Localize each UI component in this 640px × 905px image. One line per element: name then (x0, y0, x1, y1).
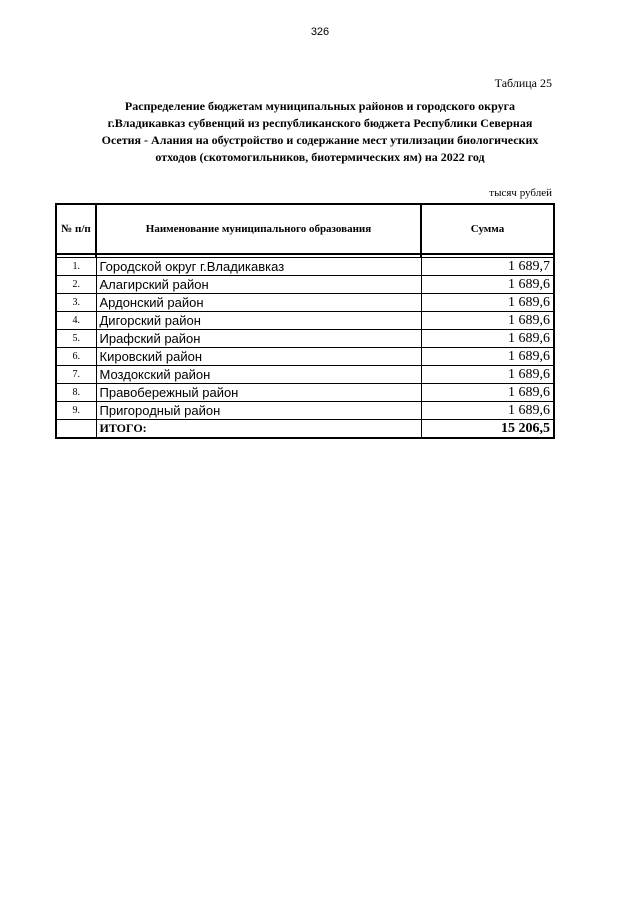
amount: 1 689,6 (421, 348, 554, 366)
amount: 1 689,6 (421, 294, 554, 312)
municipality-name: Моздокский район (96, 366, 421, 384)
total-label: ИТОГО: (96, 420, 421, 439)
table-caption: Таблица 25 (494, 76, 552, 90)
row-number: 4. (56, 312, 96, 330)
column-header-num: № п/п (56, 204, 96, 254)
municipality-name: Кировский район (96, 348, 421, 366)
municipality-name: Ирафский район (96, 330, 421, 348)
title-line: г.Владикавказ субвенций из республиканского бюджета Республики Северная (107, 116, 533, 130)
table-row (56, 402, 554, 420)
table-row (56, 294, 554, 312)
table-row (56, 258, 554, 276)
column-header-name: Наименование муниципального образования (96, 204, 421, 254)
municipality-name: Правобережный район (96, 384, 421, 402)
table-header-row (56, 204, 554, 254)
table-row (56, 312, 554, 330)
row-number: 6. (56, 348, 96, 366)
municipality-name: Городской округ г.Владикавказ (96, 258, 421, 276)
municipality-name: Дигорский район (96, 312, 421, 330)
amount: 1 689,7 (421, 258, 554, 276)
municipality-name: Алагирский район (96, 276, 421, 294)
row-number: 1. (56, 258, 96, 276)
amount: 1 689,6 (421, 330, 554, 348)
row-number: 2. (56, 276, 96, 294)
total-row-number (56, 420, 96, 439)
amount: 1 689,6 (421, 312, 554, 330)
title-line: отходов (скотомогильников, биотермических ям) на 2022 год (155, 150, 485, 164)
budget-table (55, 203, 555, 439)
total-row (56, 420, 554, 439)
page-number: 326 (310, 26, 330, 38)
column-header-sum: Сумма (421, 204, 554, 254)
amount: 1 689,6 (421, 276, 554, 294)
row-number: 7. (56, 366, 96, 384)
row-number: 8. (56, 384, 96, 402)
table-row (56, 276, 554, 294)
amount: 1 689,6 (421, 366, 554, 384)
title-line: Распределение бюджетам муниципальных районов и городского округа (124, 99, 516, 113)
table-row (56, 366, 554, 384)
table-row (56, 330, 554, 348)
title-line: Осетия - Алания на обустройство и содержание мест утилизации биологических (101, 133, 539, 147)
document-title (80, 98, 560, 166)
units-label: тысяч рублей (489, 187, 552, 199)
total-amount: 15 206,5 (421, 420, 554, 439)
municipality-name: Ардонский район (96, 294, 421, 312)
table-row (56, 348, 554, 366)
row-number: 5. (56, 330, 96, 348)
amount: 1 689,6 (421, 402, 554, 420)
municipality-name: Пригородный район (96, 402, 421, 420)
amount: 1 689,6 (421, 384, 554, 402)
row-number: 9. (56, 402, 96, 420)
row-number: 3. (56, 294, 96, 312)
table-row (56, 384, 554, 402)
